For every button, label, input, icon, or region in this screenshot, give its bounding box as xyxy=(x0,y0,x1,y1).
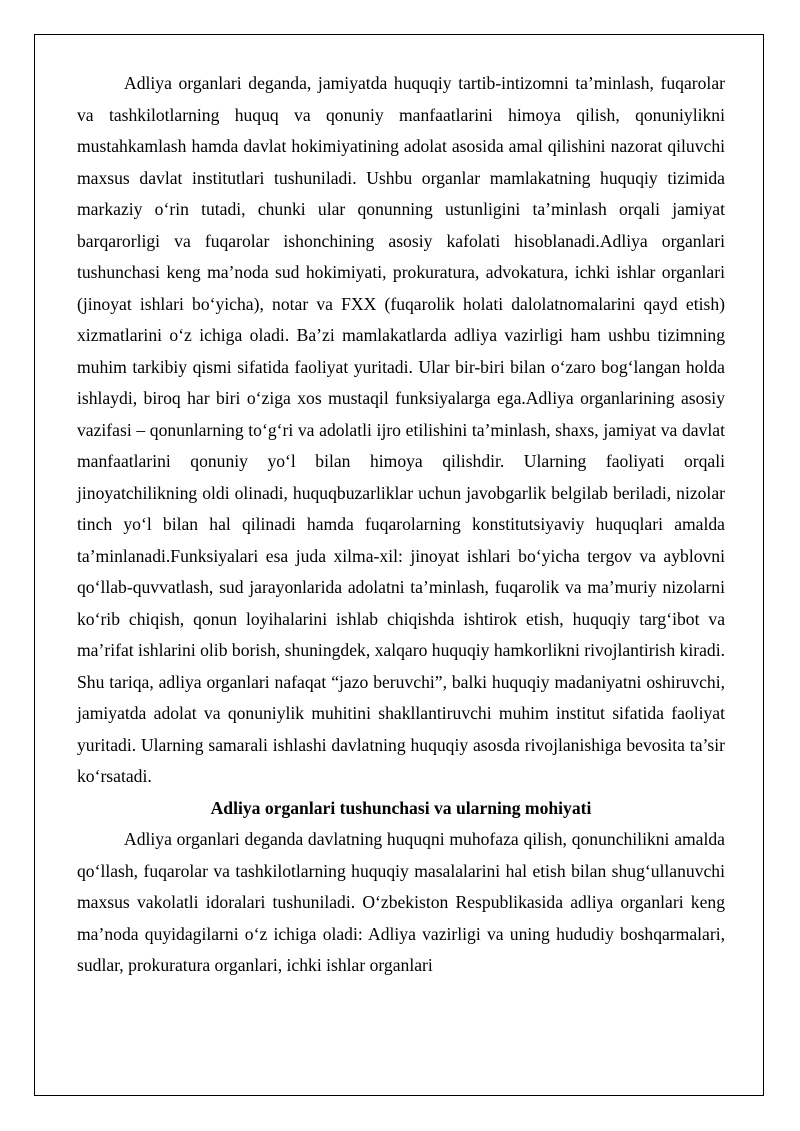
body-paragraph: Adliya organlari deganda, jamiyatda huquqiy tartib-intizomni ta’minlash, fuqarolar va tashkilotlarning huquq va qonuniy manfaatlarini himoya qilish, qonuniylikni mustahkamlash hamda davlat hokimiyatining adolat asosida amal qilishini nazorat qiluvchi maxsus davlat institutlari tushuniladi. Ushbu organlar mamlakatning huquqiy tizimida markaziy o‘rin tutadi, chunki ular qonunning ustunligini ta’minlash orqali jamiyat barqarorligi va fuqarolar ishonchining asosiy kafolati hisoblanadi.Adliya organlari tushunchasi keng ma’noda sud hokimiyati, prokuratura, advokatura, ichki ishlar organlari (jinoyat ishlari bo‘yicha), notar va FXX (fuqarolik holati dalolatnomalarini qayd etish) xizmatlarini o‘z ichiga oladi. Ba’zi mamlakatlarda adliya vazirligi ham ushbu tizimning muhim tarkibiy qismi sifatida faoliyat yuritadi. Ular bir-biri bilan o‘zaro bog‘langan holda ishlaydi, biroq har biri o‘ziga xos mustaqil funksiyalarga ega.Adliya organlarining asosiy vazifasi – qonunlarning to‘g‘ri va adolatli ijro etilishini ta’minlash, shaxs, jamiyat va davlat manfaatlarini qonuniy yo‘l bilan himoya qilishdir. Ularning faoliyati orqali jinoyatchilikning oldi olinadi, huquqbuzarliklar uchun javobgarlik belgilab beriladi, nizolar tinch yo‘l bilan hal qilinadi hamda fuqarolarning konstitutsiyaviy huquqlari amalda ta’minlanadi.Funksiyalari esa juda xilma-xil: jinoyat ishlari bo‘yicha tergov va ayblovni qo‘llab-quvvatlash, sud jarayonlarida adolatni ta’minlash, fuqarolik va ma’muriy nizolarni ko‘rib chiqish, qonun loyihalarini ishlab chiqishda ishtirok etish, huquqiy targ‘ibot va ma’rifat ishlarini olib borish, shuningdek, xalqaro huquqiy hamkorlikni rivojlantirish kiradi. Shu tariqa, adliya organlari nafaqat “jazo beruvchi”, balki huquqiy madaniyatni oshiruvchi, jamiyatda adolat va qonuniylik muhitini shakllantiruvchi muhim institut sifatida faoliyat yuritadi. Ularning samarali ishlashi davlatning huquqiy asosda rivojlanishiga bevosita ta’sir ko‘rsatadi. xyxy=(77,73,725,786)
section-heading: Adliya organlari tushunchasi va ularning mohiyati xyxy=(210,797,592,818)
document-body xyxy=(77,68,725,982)
body-paragraph: Adliya organlari deganda davlatning huquqni muhofaza qilish, qonunchilikni amalda qo‘llash, fuqarolar va tashkilotlarning huquqiy masalalarini hal etish bilan shug‘ullanuvchi maxsus vakolatli idoralari tushuniladi. O‘zbekiston Respublikasida adliya organlari keng ma’noda quyidagilarni o‘z ichiga oladi: Adliya vazirligi va uning hududiy boshqarmalari, sudlar, prokuratura organlari, ichki ishlar organlari xyxy=(77,829,725,975)
